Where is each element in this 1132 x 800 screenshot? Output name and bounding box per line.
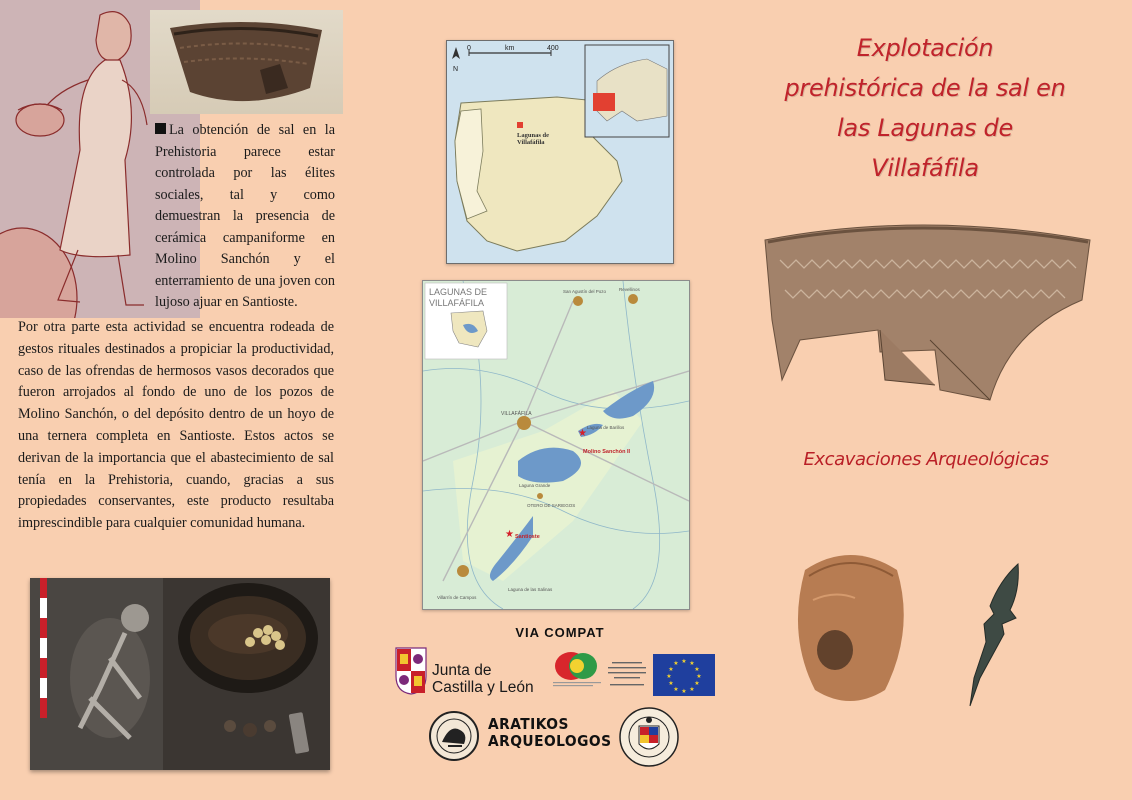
- europe-inset-map: [585, 45, 669, 137]
- metal-arrowhead-photo: [960, 560, 1030, 710]
- label-laguna-grande: Laguna Grande: [519, 483, 551, 488]
- bullet-square-icon: [155, 123, 166, 134]
- iberia-label-line2: Villafáfila: [517, 139, 545, 146]
- university-seal-icon: [613, 706, 685, 768]
- svg-text:★: ★: [666, 673, 672, 680]
- north-label: N: [453, 66, 459, 73]
- aratikos-line1: ARATIKOS: [488, 715, 569, 733]
- via-compat-label: VIA COMPAT: [515, 625, 605, 640]
- lagunas-logo-line2: VILLAFÁFILA: [429, 298, 485, 308]
- lagunas-detail-map: [422, 280, 690, 610]
- label-villafafila: VILLAFÁFILA: [501, 411, 532, 417]
- regional-fund-text-icon: [604, 660, 650, 690]
- lagunas-logo: [425, 283, 507, 359]
- lagunas-logo-line1: LAGUNAS DE: [429, 287, 488, 297]
- label-san-agustin: San Agustín del Pozo: [563, 289, 607, 294]
- svg-text:★: ★: [696, 673, 702, 680]
- title-line-1: Explotación: [856, 34, 994, 62]
- brochure-title: [745, 28, 1105, 188]
- junta-line2: Castilla y León: [432, 679, 534, 696]
- svg-text:★: ★: [673, 686, 679, 693]
- scale-start: 0: [467, 45, 471, 52]
- ritual-paragraph: Por otra parte esta actividad se encuentra rodeada de gestos rituales destinados a propiciar la productividad, caso de las ofrendas de hermosos vasos decorados que fueron arrojados al fondo de uno de los pozos de Molino Sanchón, o del depósito dentro de un hoyo de una ternera completa en Santioste. Estos actos se derivan de la importancia que el abastecimiento de sal tenía en la Prehistoria, cuando, gracias a sus propiedades conservantes, este producto resultaba imprescindible para cualquier comunidad humana.: [18, 319, 334, 532]
- pottery-photo-top: [150, 10, 343, 114]
- svg-text:★: ★: [694, 680, 700, 687]
- svg-text:★: ★: [681, 688, 687, 695]
- svg-text:★: ★: [689, 660, 695, 667]
- label-molino-sanchon: Molino Sanchón II: [583, 449, 631, 455]
- label-salinas: Laguna de las Salinas: [508, 587, 553, 592]
- label-villarrin: Villarrín de Campos: [437, 595, 477, 600]
- aratikos-line2: ARQUEOLOGOS: [488, 732, 612, 750]
- iberia-location-map: [446, 40, 674, 264]
- label-barillos: Laguna de Barillos: [587, 425, 625, 430]
- intro-paragraph: La obtención de sal en la Prehistoria parece estar controlada por las élites sociales, tal y como demuestran la presencia de cerámica campaniforme en Molino Sanchón y el enterramiento de una joven con lujoso ajuar en Santioste.: [155, 122, 335, 310]
- title-line-2: prehistórica de la sal en: [784, 74, 1066, 102]
- svg-text:★: ★: [673, 660, 679, 667]
- title-line-4: Villafáfila: [871, 154, 979, 182]
- svg-text:★: ★: [689, 686, 695, 693]
- lagunas-location-marker: [517, 122, 523, 128]
- junta-castilla-leon-text: [432, 662, 534, 696]
- site-star-molino-icon: ★: [578, 428, 587, 439]
- aratikos-seal-icon: [428, 710, 480, 762]
- title-line-3: las Lagunas de: [837, 114, 1013, 142]
- junta-castilla-leon-crest-icon: [394, 646, 428, 696]
- svg-text:★: ★: [694, 666, 700, 673]
- label-revellinos: Revellinos: [619, 287, 640, 292]
- junta-line1: Junta de: [432, 662, 492, 679]
- label-santioste: Santioste: [515, 534, 540, 540]
- brochure-subtitle: Excavaciones Arqueológicas: [803, 449, 1049, 470]
- cooperation-program-logo-icon: [553, 650, 601, 688]
- aratikos-arqueologos-text: [488, 716, 611, 750]
- european-union-flag-icon: [653, 654, 715, 696]
- iberia-label-line1: Lagunas de: [517, 132, 549, 139]
- label-otero: OTERO DE SARIEGOS: [527, 503, 576, 508]
- ceramic-vessel-photo: [785, 540, 915, 708]
- svg-text:★: ★: [668, 680, 674, 687]
- beaker-pottery-fragment-photo: [760, 220, 1095, 412]
- site-star-santioste-icon: ★: [505, 529, 514, 540]
- burial-and-bowl-photo: [30, 578, 330, 770]
- svg-text:★: ★: [668, 666, 674, 673]
- scale-end: 400: [547, 45, 559, 52]
- scale-unit: km: [505, 45, 515, 52]
- svg-text:★: ★: [681, 658, 687, 665]
